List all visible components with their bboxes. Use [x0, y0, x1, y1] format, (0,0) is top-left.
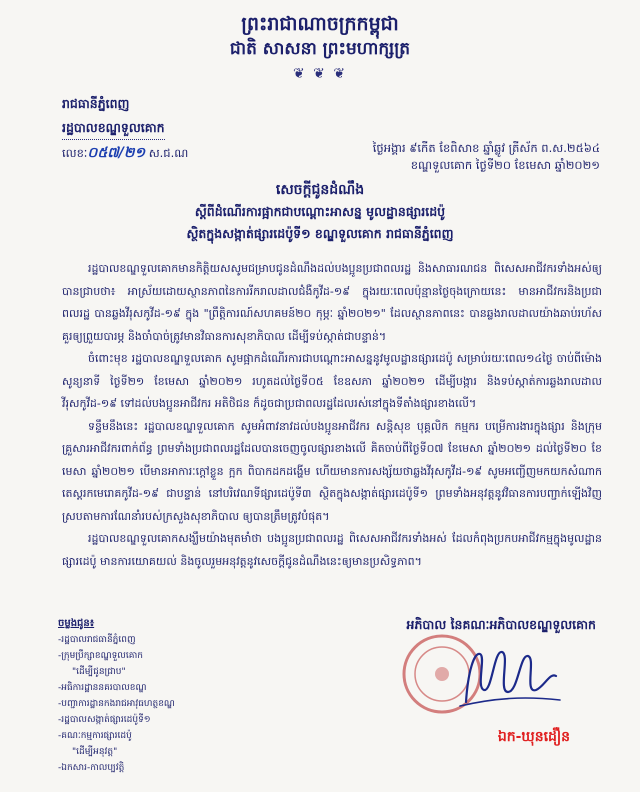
recipient-item: -រដ្ឋបាលសង្កាត់ផ្សារដេប៉ូទី១: [58, 715, 151, 725]
kingdom-heading: ព្រះរាជាណាចក្រកម្ពុជា: [241, 13, 399, 35]
body-paragraph: រដ្ឋបាលខណ្ឌទួលគោកមានកិត្តិយសសូមជម្រាបជូនដំណឹងដល់បងប្អូនប្រជាពលរដ្ឋ និងសាធារណជន ពិសេសអាជីវករទាំងអស់ឲ្យបានជ្រាបថា៖ អាស្រ័យដោយស្ថានភាពនៃការរីករាលដាលជំងឺកូវីដ-១៩ ក្នុងរយៈពេលប៉ុន្មានថ្ងៃចុងក្រោយនេះ មានអាជីវករនិងប្រជាពលរដ្ឋ បានឆ្លងវីរុសកូវីដ-១៩ ក្នុង "ព្រឹត្តិការណ៍សហគមន៍២០ កុម្ភៈ ឆ្នាំ២០២១" ដែលស្ថានភាពនេះ បានឆ្លងរាលដាលយ៉ាងឆាប់រហ័ស គួរឲ្យព្រួយបារម្ភ និងចាំបាច់ត្រូវមានវិធានការសុខាភិបាល ដើម្បីទប់ស្កាត់ជាបន្ទាន់។: [62, 262, 602, 343]
notice-title: សេចក្តីជូនដំណឹង: [275, 182, 365, 198]
recipient-item: "ដើម្បីអនុវត្ត": [72, 747, 118, 757]
recipients-heading: ចម្លងជូន៖: [58, 618, 95, 629]
reference-handwritten: ០៥៧/២១: [87, 145, 146, 161]
capital-name: រាជធានីភ្នំពេញ: [62, 96, 130, 111]
body-paragraph: រដ្ឋបាលខណ្ឌទួលគោកសង្ឃឹមយ៉ាងមុតមាំថា បងប្អូនប្រជាពលរដ្ឋ ពិសេសអាជីវករទាំងអស់ ដែលកំពុងប្រកបអាជីវកម្មក្នុងមូលដ្ឋានផ្សារដេប៉ូ មានការយោគយល់ និងចូលរួមអនុវត្តនូវសេចក្តីជូនដំណឹងនេះឲ្យមានប្រសិទ្ធភាព។: [62, 532, 602, 568]
recipient-item: "ដើម្បីជូនជ្រាប": [72, 667, 126, 677]
notice-subject-line-1: ស្តីពីដំណើរការផ្អាកជាបណ្តោះអាសន្ន មូលដ្ឋានផ្សារដេប៉ូ: [194, 204, 446, 219]
national-motto: ជាតិ សាសនា ព្រះមហាក្សត្រ: [229, 39, 411, 59]
signatory-title: អភិបាល នៃគណៈអភិបាលខណ្ឌទួលគោក: [406, 617, 596, 632]
recipient-item: -ឯកសារ-កាលប្បវត្តិ: [58, 763, 125, 773]
solar-date: ខណ្ឌទួលគោក ថ្ងៃទី២០ ខែមេសា ឆ្នាំ២០២១: [410, 158, 600, 172]
ornament-divider: ❦ ❦ ❦: [292, 66, 348, 82]
recipient-item: -ក្រុមប្រឹក្សាខណ្ឌទួលគោក: [58, 651, 143, 661]
signature-area: [384, 632, 564, 718]
recipient-item: -គណៈកម្មការផ្សារដេប៉ូ: [58, 731, 132, 741]
recipient-item: -បញ្ជាការដ្ឋានកងរាជអាវុធហត្ថខណ្ឌ: [58, 699, 175, 709]
reference-prefix: លេខៈ: [62, 146, 88, 160]
handwritten-signature: [384, 632, 564, 718]
lunar-date: ថ្ងៃអង្គារ ៩កើត ខែពិសាខ ឆ្នាំឆ្លូវ ត្រីស័ក ព.ស.២៥៦៤: [372, 141, 600, 155]
notice-body: [62, 258, 602, 573]
body-paragraph: ចំពោះមុខ រដ្ឋបាលខណ្ឌទួលគោក សូមផ្អាកដំណើរការជាបណ្តោះអាសន្ននូវមូលដ្ឋានផ្សារដេប៉ូ សម្រាប់រយៈពេល១៤ថ្ងៃ ចាប់ពីម៉ោងសូន្យនាទី ថ្ងៃទី២១ ខែមេសា ឆ្នាំ២០២១ រហូតដល់ថ្ងៃទី០៥ ខែឧសភា ឆ្នាំ២០២១ ដើម្បីបង្ការ និងទប់ស្កាត់ការឆ្លងរាលដាលវីរុសកូវីដ-១៩ ទៅដល់បងប្អូនអាជីវករ អតិថិជន ក៏ដូចជាប្រជាពលរដ្ឋដែលរស់នៅក្នុងទីតាំងផ្សារខាងលើ។: [62, 352, 602, 410]
body-paragraph: ទន្ទឹមនឹងនេះ រដ្ឋបាលខណ្ឌទួលគោក សូមអំពាវនាវដល់បងប្អូនអាជីវករ សន្តិសុខ បុគ្គលិក កម្មករ បម្រើការងារក្នុងផ្សារ និងក្រុមគ្រួសារអាជីវករពាក់ព័ន្ធ ព្រមទាំងប្រជាពលរដ្ឋដែលបានចេញចូលផ្សារខាងលើ គិតចាប់ពីថ្ងៃទី០៧ ខែមេសា ឆ្នាំ២០២១ ដល់ថ្ងៃទី២០ ខែមេសា ឆ្នាំ២០២១ បើមានអាការៈក្តៅខ្លួន ក្អក ពិបាកដកដង្ហើម ហើយមានការសង្ស័យថាឆ្លងវីរុសកូវីដ-១៩ សូមអញ្ជើញមកយកសំណាកតេស្តរកមេរោគកូវីដ-១៩ ជាបន្ទាន់ នៅបរិវេណទីផ្សារដេប៉ូទី៣ ស្ថិតក្នុងសង្កាត់ផ្សារដេប៉ូទី១ ព្រមទាំងអនុវត្តនូវវិធានការបញ្ជាក់ឡើងវិញ ស្របតាមការណែនាំរបស់ក្រសួងសុខាភិបាល ឲ្យបានត្រឹមត្រូវបំផុត។: [62, 419, 602, 523]
signatory-name: ឯក-ឃុនដឿន: [497, 729, 570, 745]
recipient-item: -អធិការដ្ឋាននគរបាលខណ្ឌ: [58, 683, 147, 693]
reference-number: [62, 143, 188, 164]
district-hall-name: រដ្ឋបាលខណ្ឌទួលគោក: [62, 120, 165, 140]
reference-suffix: ស.ជ.ណ: [145, 146, 189, 160]
recipients-list: [58, 616, 175, 776]
notice-subject-line-2: ស្ថិតក្នុងសង្កាត់ផ្សារដេប៉ូទី១ ខណ្ឌទួលគោក រាជធានីភ្នំពេញ: [186, 226, 454, 241]
recipient-item: -រដ្ឋបាលរាជធានីភ្នំពេញ: [58, 635, 136, 645]
